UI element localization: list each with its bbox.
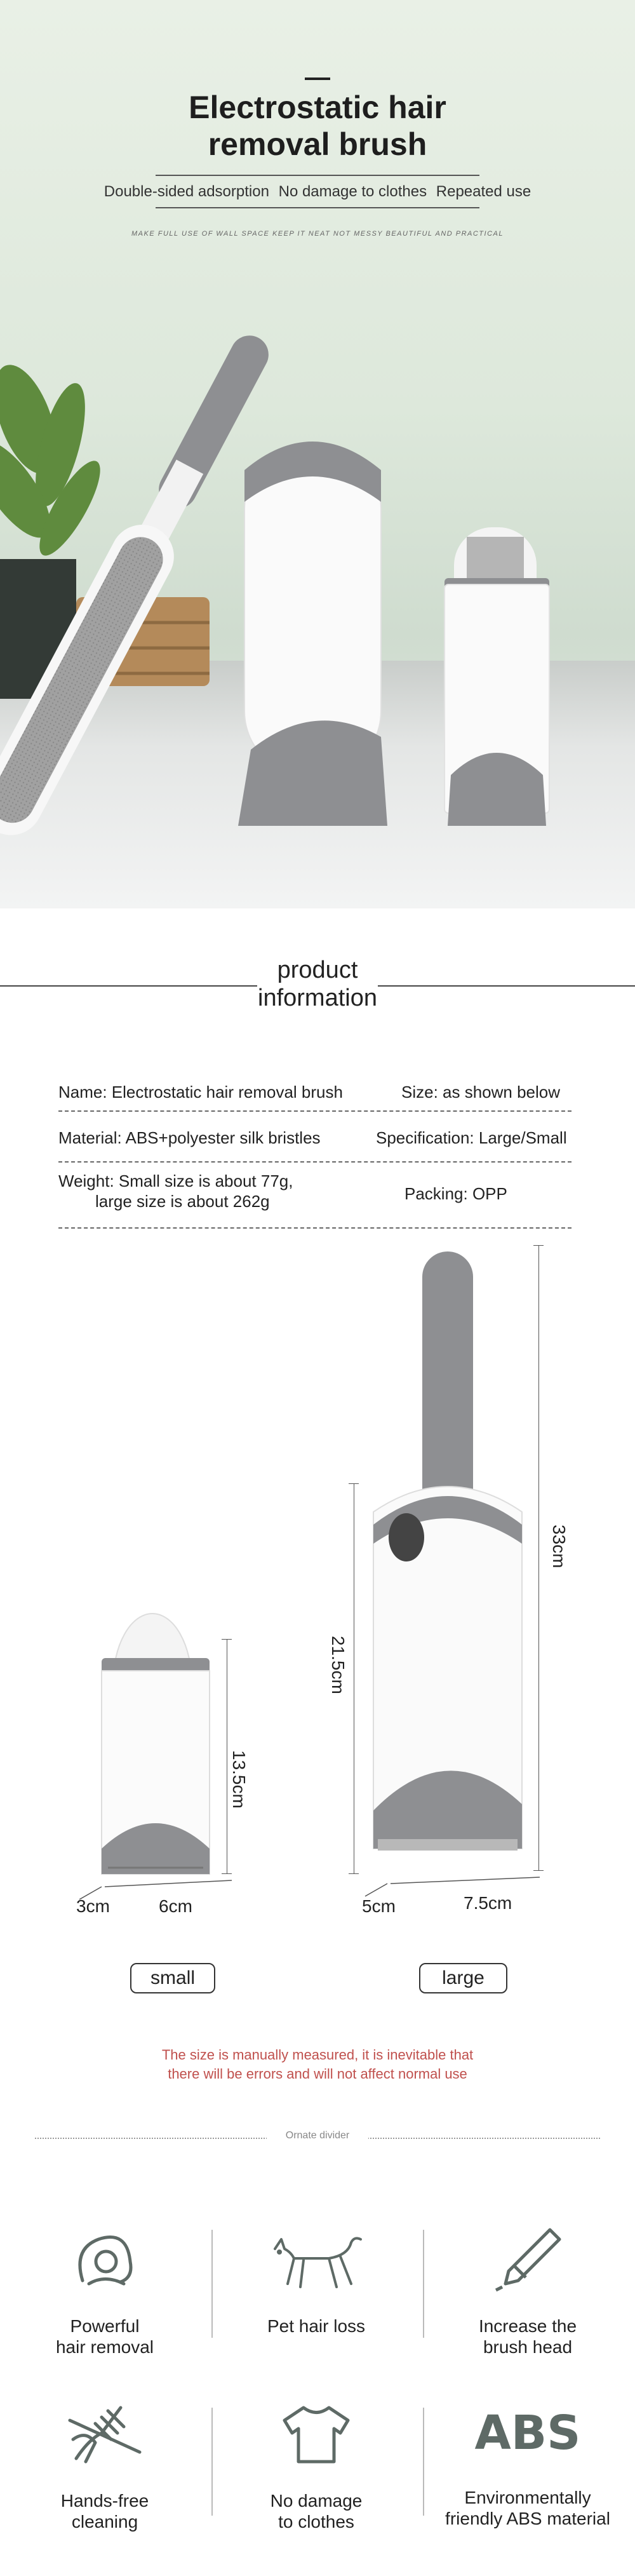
info-row-divider <box>58 1161 572 1163</box>
size-diagram-products <box>0 1239 635 1906</box>
large-body-height-label: 21.5cm <box>328 1636 348 1694</box>
feature-hands-free-cleaning <box>0 2395 210 2532</box>
feature-no-damage-clothes <box>211 2398 421 2532</box>
info-weight-line1: Weight: Small size is about 77g, <box>58 1171 293 1190</box>
feature-label-line1: Environmentally <box>464 2488 591 2507</box>
small-width-label: 6cm <box>159 1896 192 1916</box>
large-total-height-dimension <box>538 1245 539 1871</box>
feature-label-line1: Pet hair loss <box>267 2316 366 2336</box>
ornate-divider-label: Ornate divider <box>267 2130 368 2141</box>
feature-label-line2: to clothes <box>278 2512 354 2532</box>
large-depth-label: 5cm <box>362 1896 396 1916</box>
section-rule-left <box>0 985 257 987</box>
feature-pet-hair-loss <box>211 2223 421 2337</box>
product-info-title-line2: information <box>258 985 377 1011</box>
small-base-dimension <box>76 1877 241 1903</box>
feature-label-line1: No damage <box>270 2491 363 2511</box>
info-weight-line2: large size is about 262g <box>95 1192 270 1211</box>
feature-label-line2: friendly ABS material <box>445 2509 610 2528</box>
info-material: Material: ABS+polyester silk bristles <box>58 1128 321 1147</box>
hero-title-line1: Electrostatic hair <box>189 90 446 125</box>
feature-label-line1: Increase the <box>478 2316 577 2336</box>
info-size: Size: as shown below <box>401 1082 561 1102</box>
product-info-title-line1: product <box>277 957 358 983</box>
large-size-tag: large <box>419 1963 507 1993</box>
info-specification: Specification: Large/Small <box>376 1128 567 1147</box>
abs-icon: ABS <box>474 2406 581 2460</box>
feature-label-line1: Hands-free <box>60 2491 149 2511</box>
small-depth-label: 3cm <box>76 1896 110 1916</box>
section-rule-right <box>378 985 635 987</box>
info-name: Name: Electrostatic hair removal brush <box>58 1082 343 1102</box>
hero-banner <box>0 0 635 908</box>
large-total-height-label: 33cm <box>549 1525 569 1568</box>
measurement-note <box>0 2046 635 2084</box>
info-row-divider <box>58 1227 572 1229</box>
product-info-title <box>0 956 635 1012</box>
feature-increase-brush-head <box>423 2223 632 2357</box>
info-row-name <box>58 1074 572 1112</box>
hero-rule-bottom <box>156 207 479 208</box>
hair-icon <box>67 2223 143 2293</box>
info-row-weight <box>58 1169 572 1226</box>
hero-tagline: MAKE FULL USE OF WALL SPACE KEEP IT NEAT NOT MESSY BEAUTIFUL AND PRACTICAL <box>131 230 504 238</box>
measurement-note-line2: there will be errors and will not affect normal use <box>168 2066 467 2082</box>
feature-abs-material <box>423 2398 632 2529</box>
measurement-note-line1: The size is manually measured, it is inevitable that <box>161 2047 474 2063</box>
brush-icon <box>490 2223 566 2293</box>
small-size-tag: small <box>130 1963 215 1993</box>
info-packing: Packing: OPP <box>404 1184 507 1203</box>
large-width-label: 7.5cm <box>464 1893 512 1913</box>
hero-rule <box>156 175 479 176</box>
hero-product-image <box>0 318 635 889</box>
small-height-label: 13.5cm <box>229 1750 249 1809</box>
feature-label-line2: cleaning <box>71 2512 138 2532</box>
info-row-material <box>58 1112 572 1150</box>
cat-icon <box>265 2223 367 2293</box>
hero-feature: Double-sided adsorption <box>104 183 269 200</box>
shirt-icon <box>278 2398 354 2468</box>
feature-label-line1: Powerful <box>70 2316 140 2336</box>
hero-feature: Repeated use <box>436 183 531 200</box>
title-accent-dash <box>305 78 330 80</box>
hero-title <box>0 89 635 163</box>
hero-title-line2: removal brush <box>208 126 427 162</box>
large-base-dimension <box>362 1874 546 1899</box>
feature-label-line2: hair removal <box>55 2337 154 2357</box>
hero-feature: No damage to clothes <box>278 183 427 200</box>
hand-icon <box>64 2395 146 2471</box>
feature-powerful-hair-removal <box>0 2223 210 2357</box>
feature-label-line2: brush head <box>483 2337 573 2357</box>
hero-features <box>0 183 635 201</box>
